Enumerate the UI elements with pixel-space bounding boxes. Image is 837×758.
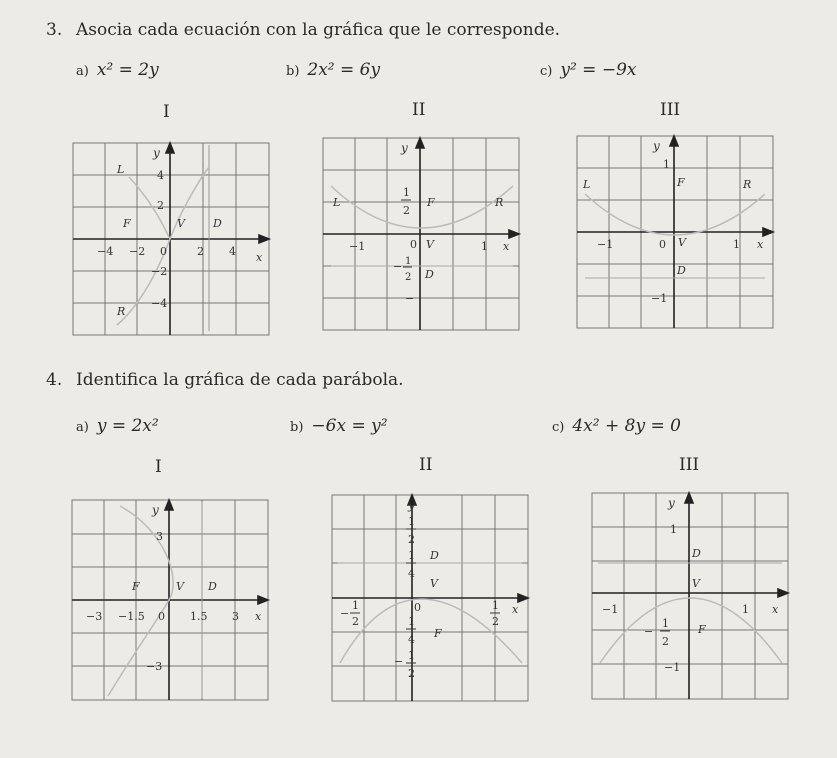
q4-title: [46, 370, 404, 390]
q4g3-two: 2: [662, 635, 669, 648]
q3g3-y-label: y: [653, 139, 660, 153]
q3g2-D-label: D: [425, 268, 434, 281]
q4g1-yn3: −3: [146, 660, 163, 673]
q3g3-V-label: V: [678, 236, 686, 249]
q3-option-c-label: c): [540, 64, 553, 79]
q3g1-L-label: L: [117, 163, 125, 176]
q4g2-one-f: 1: [408, 649, 415, 662]
q3-graph-1: [73, 143, 269, 335]
q3g2-xn1: −1: [349, 240, 366, 253]
q4g2-one-b: 1: [408, 549, 415, 562]
q4g2-minus-b: −: [394, 655, 404, 668]
q4-graph-3-roman: III: [679, 455, 700, 475]
q4-graph-3: [592, 493, 788, 699]
q4-option-c-label: c): [552, 420, 565, 435]
q3g1-x-label: x: [256, 251, 263, 264]
q4g2-four-a: 4: [408, 567, 415, 580]
q4g1-x3: 3: [232, 610, 239, 623]
q3-text: Asocia cada ecuación con la gráfica que le corresponde.: [76, 20, 561, 40]
q4-text: Identifica la gráfica de cada parábola.: [76, 370, 404, 390]
q4g1-F-label: F: [132, 580, 140, 593]
q4g3-one: 1: [662, 617, 669, 630]
q3g3-x-label: x: [757, 238, 764, 251]
q4g1-y3: 3: [156, 530, 163, 543]
q3g2-L-label: L: [333, 196, 341, 209]
q3g3-y1: 1: [663, 158, 670, 171]
q4-option-c-equation: 4x² + 8y = 0: [572, 416, 681, 436]
q3-number: 3.: [46, 20, 63, 40]
q4g2-y-label: y: [408, 498, 415, 512]
q4g3-x1: 1: [742, 603, 749, 616]
q3-graph-1-roman: I: [163, 102, 170, 122]
q3g1-y2: 2: [157, 199, 164, 212]
q4-option-b: [290, 416, 388, 436]
q3g2-neg-half-num: 1: [405, 256, 412, 267]
q3g3-x1: 1: [733, 238, 740, 251]
q3g1-yn4: −4: [151, 297, 168, 310]
q3-title: [46, 20, 560, 40]
q3g1-yn2: −2: [151, 265, 168, 278]
q4g2-minus-a: −: [340, 607, 350, 620]
q3g2-x-label: x: [503, 240, 510, 253]
q3g1-F-label: F: [123, 217, 131, 230]
q4-graph-1: [72, 500, 268, 700]
q4g2-two-c: 2: [492, 615, 499, 628]
q4g2-two-b: 2: [352, 615, 359, 628]
q4g3-y1: 1: [670, 523, 677, 536]
q4g2-two-d: 2: [408, 667, 415, 680]
q3g2-low-mark: −: [405, 292, 415, 305]
q3g3-x0: 0: [659, 238, 666, 251]
q4-graph-2-roman: II: [419, 455, 433, 475]
q3g1-xn4: −4: [97, 245, 114, 258]
q3g2-x0: 0: [410, 238, 417, 251]
q3-option-b-label: b): [286, 64, 300, 79]
q3-graph-2-roman: II: [412, 100, 426, 120]
q3-graph-3: [577, 136, 773, 328]
q3g1-y-label: y: [153, 146, 160, 160]
q4g2-one-c: 1: [352, 599, 359, 612]
q4-option-b-label: b): [290, 420, 304, 435]
q4g3-y-label: y: [668, 496, 675, 510]
q3g2-neg-half-den: 2: [405, 272, 412, 283]
q4-number: 4.: [46, 370, 63, 390]
q3g1-xn2: −2: [129, 245, 146, 258]
q3-graph-3-roman: III: [660, 100, 681, 120]
q4g3-minus: −: [644, 625, 654, 638]
q3g1-y4: 4: [157, 169, 164, 182]
q3g2-half-den: 2: [403, 204, 410, 217]
q4g2-V-label: V: [430, 577, 438, 590]
q4g3-yn1: −1: [664, 661, 681, 674]
q3g1-x2: 2: [197, 245, 204, 258]
q4-option-a: [76, 416, 159, 436]
q3g3-yn1: −1: [651, 292, 668, 305]
q4g1-D-label: D: [208, 580, 217, 593]
q4-option-a-label: a): [76, 420, 89, 435]
q3-option-c-equation: y² = −9x: [560, 60, 637, 80]
q4g1-x-label: x: [255, 610, 262, 623]
q3-option-b-equation: 2x² = 6y: [307, 60, 381, 80]
q3g2-half-num: 1: [403, 186, 410, 199]
q3g1-x4: 4: [229, 245, 236, 258]
q4g3-xn1: −1: [602, 603, 619, 616]
q3g1-V-label: V: [177, 217, 185, 230]
q4-option-b-equation: −6x = y²: [311, 416, 388, 436]
q3-option-a: [76, 60, 159, 80]
q4g1-xn3: −3: [86, 610, 103, 623]
q3-option-b: [286, 60, 380, 80]
q3g2-y-label: y: [401, 141, 408, 155]
q4g1-V-label: V: [176, 580, 184, 593]
q3-option-a-label: a): [76, 64, 89, 79]
q3g1-R-label: R: [117, 305, 126, 318]
q3g3-R-label: R: [743, 178, 752, 191]
q4g1-y-label: y: [152, 503, 159, 517]
q3g3-F-label: F: [677, 176, 685, 189]
q4g2-D-label: D: [430, 549, 439, 562]
q3g2-V-label: V: [426, 238, 434, 251]
q4g3-V-label: V: [692, 577, 700, 590]
q4g2-one-e: 1: [408, 615, 415, 628]
q3g2-R-label: R: [495, 196, 504, 209]
q4g1-x15: 1.5: [190, 610, 208, 623]
q4g3-x-label: x: [772, 603, 779, 616]
q4g3-D-label: D: [692, 547, 701, 560]
q3g3-D-label: D: [677, 264, 686, 277]
q4g1-xn15: −1.5: [118, 610, 145, 623]
q4g2-two-a: 2: [408, 533, 415, 546]
q4-graph-1-roman: I: [155, 457, 162, 477]
q3g1-x0: 0: [160, 245, 167, 258]
q4g2-F-label: F: [434, 627, 442, 640]
q4-option-c: [552, 416, 681, 436]
q4g2-x0: 0: [414, 601, 421, 614]
q4g3-F-label: F: [698, 623, 706, 636]
q4g1-x0: 0: [158, 610, 165, 623]
q4-graph-2: [332, 495, 528, 701]
q3g1-D-label: D: [213, 217, 222, 230]
q4g2-one-a: 1: [408, 515, 415, 528]
q3-graph-2: [323, 138, 519, 330]
q3g3-xn1: −1: [597, 238, 614, 251]
q3g3-L-label: L: [583, 178, 591, 191]
q3g2-neg-sign: −: [393, 260, 403, 273]
q4g2-four-b: 4: [408, 633, 415, 646]
q4g2-x-label: x: [512, 603, 519, 616]
q3-option-c: [540, 60, 636, 80]
q3g2-F-label: F: [427, 196, 435, 209]
q4-option-a-equation: y = 2x²: [96, 416, 159, 436]
q3-option-a-equation: x² = 2y: [96, 60, 159, 80]
q3g2-x1: 1: [481, 240, 488, 253]
q4g2-one-d: 1: [492, 599, 499, 612]
